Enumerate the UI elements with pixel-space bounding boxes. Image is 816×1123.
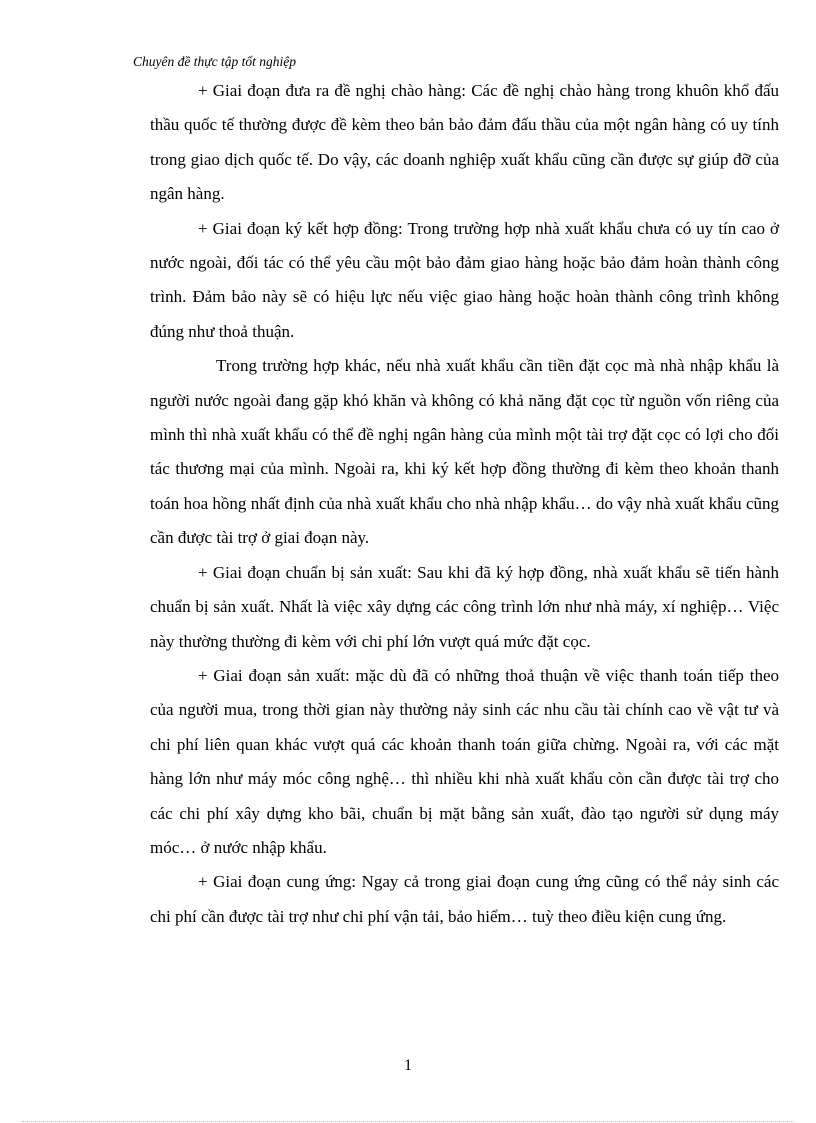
running-header: Chuyên đề thực tập tốt nghiệp [133,54,296,69]
page-bottom-divider [22,1121,794,1122]
paragraph-deposit-case: Trong trường hợp khác, nếu nhà xuất khẩu cần tiền đặt cọc mà nhà nhập khẩu là người nước ngoài đang gặp khó khăn và không có khả năng đặt cọc từ nguồn vốn riêng của mình thì nhà xuất khẩu có thể đề nghị ngân hàng của mình một tài trợ đặt cọc có lợi cho đối tác thương mại của mình. Ngoài ra, khi ký kết hợp đồng thường đi kèm theo khoản thanh toán hoa hồng nhất định của nhà xuất khẩu cho nhà nhập khẩu… do vậy nhà xuất khẩu cũng cần được tài trợ ở giai đoạn này. [150,356,779,548]
body-text [150,74,779,934]
paragraph-supply-stage: + Giai đoạn cung ứng: Ngay cả trong giai đoạn cung ứng cũng có thể nảy sinh các chi phí cần được tài trợ như chi phí vận tải, bảo hiểm… tuỳ theo điều kiện cung ứng. [150,872,779,926]
paragraph-production-stage: + Giai đoạn sản xuất: mặc dù đã có những thoả thuận về việc thanh toán tiếp theo của người mua, trong thời gian này thường nảy sinh các nhu cầu tài chính cao về vật tư và chi phí liên quan khác vượt quá các khoản thanh toán giữa chừng. Ngoài ra, với các mặt hàng lớn như máy móc công nghệ… thì nhiều khi nhà xuất khẩu còn cần được tài trợ cho các chi phí xây dựng kho bãi, chuẩn bị mặt bằng sản xuất, đào tạo người sử dụng máy móc… ở nước nhập khẩu. [150,665,779,857]
paragraph-offer-stage: + Giai đoạn đưa ra đề nghị chào hàng: Các đề nghị chào hàng trong khuôn khổ đấu thầu quốc tế thường được đề kèm theo bản bảo đảm đấu thầu của một ngân hàng có uy tính trong giao dịch quốc tế. Do vậy, các doanh nghiệp xuất khẩu cũng cần được sự giúp đỡ của ngân hàng. [150,81,779,204]
page-number: 1 [404,1057,412,1074]
paragraph-preparation-stage: + Giai đoạn chuẩn bị sản xuất: Sau khi đã ký hợp đồng, nhà xuất khẩu sẽ tiến hành chuẩn bị sản xuất. Nhất là việc xây dựng các công trình lớn như nhà máy, xí nghiệp… Việc này thường thường đi kèm với chi phí lớn vượt quá mức đặt cọc. [150,562,779,651]
paragraph-contract-stage: + Giai đoạn ký kết hợp đồng: Trong trường hợp nhà xuất khẩu chưa có uy tín cao ở nước ngoài, đối tác có thể yêu cầu một bảo đảm giao hàng hoặc bảo đảm hoàn thành công trình. Đảm bảo này sẽ có hiệu lực nếu việc giao hàng hoặc hoàn thành công trình không đúng như thoả thuận. [150,218,779,341]
